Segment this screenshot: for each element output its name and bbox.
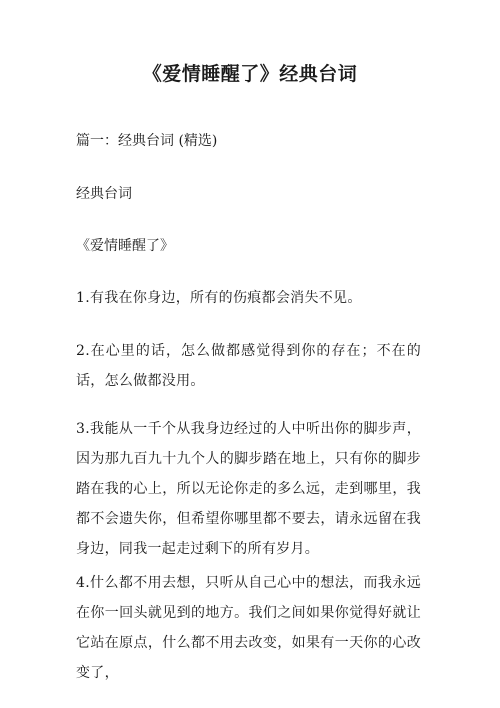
paragraph-1: 1.有我在你身边，所有的伤痕都会消失不见。 <box>76 290 362 306</box>
paragraph-3: 3.我能从一千个从我身边经过的人中听出你的脚步声，因为那九百九十九个人的脚步踏在地上，只有你的脚步踏在我的心上，所以无论你走的多么远，走到哪里，我都不会遗失你，但希望你哪里都不要去，请永远留在我身边，同我一起走过剩下的所有岁月。 <box>76 421 421 557</box>
section-heading: 篇一：经典台词 (精选) <box>76 133 218 149</box>
paragraph-2: 2.在心里的话，怎么做都感觉得到你的存在；不在的话，怎么做都没用。 <box>76 343 421 389</box>
work-title: 《爱情睡醒了》 <box>76 238 174 254</box>
subheading: 经典台词 <box>76 186 132 202</box>
paragraph-4: 4.什么都不用去想，只听从自己心中的想法，而我永远在你一回头就见到的地方。我们之间如果你觉得好就让它站在原点，什么都不用去改变，如果有一天你的心改变了， <box>76 575 421 681</box>
page-title: 《爱情睡醒了》经典台词 <box>142 63 358 85</box>
